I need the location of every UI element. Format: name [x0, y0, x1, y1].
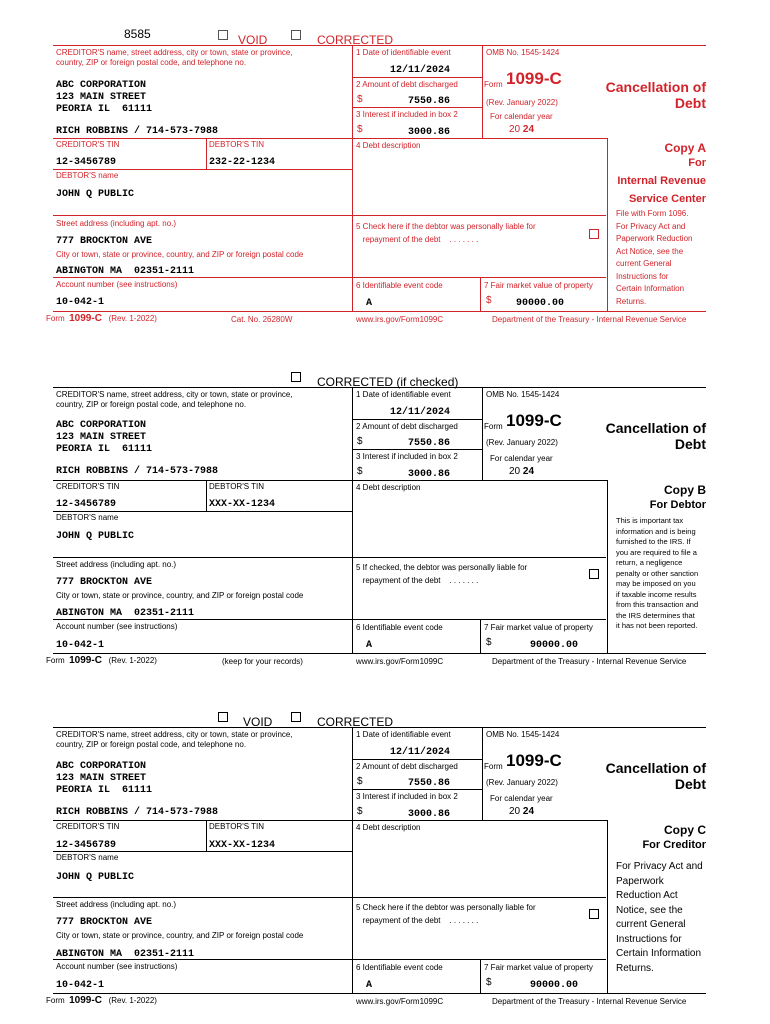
debt-amount: 7550.86: [408, 96, 451, 107]
creditor-city: PEORIA IL 61111: [56, 444, 153, 455]
creditor-contact: RICH ROBBINS / 714-573-7988: [56, 466, 219, 477]
debt-amount: 7550.86: [408, 778, 451, 789]
creditor-tin: 12-3456789: [56, 499, 117, 510]
interest-amount: 3000.86: [408, 809, 451, 820]
irs-url[interactable]: www.irs.gov/Form1099C: [356, 657, 444, 666]
box6-label: 6 Identifiable event code: [356, 963, 443, 972]
dollar-sign: $: [486, 637, 492, 648]
department-text: Department of the Treasury - Internal Revenue Service: [492, 997, 687, 1006]
box1-label: 1 Date of identifiable event: [356, 730, 451, 739]
copy-label: Copy B: [664, 483, 706, 497]
debtor-tin: XXX-XX-1234: [209, 499, 276, 510]
creditor-tin-label: CREDITOR'S TIN: [56, 482, 120, 491]
box7-label: 7 Fair market value of property: [484, 623, 593, 632]
dollar-sign: $: [357, 776, 363, 787]
creditor-tin-label: CREDITOR'S TIN: [56, 140, 120, 149]
irs-url[interactable]: www.irs.gov/Form1099C: [356, 997, 444, 1006]
box4-label: 4 Debt description: [356, 483, 421, 492]
box7-label: 7 Fair market value of property: [484, 963, 593, 972]
form-word: Form: [484, 422, 503, 431]
cal-year-label: For calendar year: [490, 112, 553, 121]
box2-label: 2 Amount of debt discharged: [356, 762, 458, 771]
event-code: A: [366, 640, 373, 651]
form-word: Form: [484, 80, 503, 89]
form-footer: Form 1099-C (Rev. 1-2022): [46, 655, 157, 666]
void-label: VOID: [243, 715, 273, 729]
debt-amount: 7550.86: [408, 438, 451, 449]
box2-label: 2 Amount of debt discharged: [356, 422, 458, 431]
irs-url[interactable]: www.irs.gov/Form1099C: [356, 315, 444, 324]
form-footer: Form 1099-C (Rev. 1-2022): [46, 995, 157, 1006]
creditor-city: PEORIA IL 61111: [56, 104, 153, 115]
account-label: Account number (see instructions): [56, 622, 178, 631]
form-title: Cancellation of Debt: [605, 79, 706, 111]
form-name: 1099-C: [506, 69, 562, 88]
debtor-street: 777 BROCKTON AVE: [56, 577, 153, 588]
tax-year: 20 24: [509, 124, 535, 135]
creditor-name: ABC CORPORATION: [56, 80, 147, 91]
street-label: Street address (including apt. no.): [56, 219, 177, 228]
keep-records: (keep for your records): [222, 657, 303, 666]
creditor-info-label: CREDITOR'S name, street address, city or town, state or province, country, ZIP or foreign postal code, and telephone no.: [56, 390, 293, 409]
box5-label: 5 Check here if the debtor was personally liable for repayment of the debt . . . . . . .: [356, 222, 536, 244]
creditor-contact: RICH ROBBINS / 714-573-7988: [56, 126, 219, 137]
void-label: VOID: [238, 33, 268, 47]
event-date: 12/11/2024: [390, 65, 451, 76]
creditor-info-label: CREDITOR'S name, street address, city or town, state or province, country, ZIP or foreign postal code, and telephone no.: [56, 730, 293, 749]
box7-label: 7 Fair market value of property: [484, 281, 593, 290]
dollar-sign: $: [357, 94, 363, 105]
creditor-street: 123 MAIN STREET: [56, 432, 147, 443]
box2-label: 2 Amount of debt discharged: [356, 80, 458, 89]
debtor-street: 777 BROCKTON AVE: [56, 917, 153, 928]
creditor-tin: 12-3456789: [56, 157, 117, 168]
interest-amount: 3000.86: [408, 127, 451, 138]
debtor-name: JOHN Q PUBLIC: [56, 189, 135, 200]
copy-recipient: For Debtor: [649, 499, 706, 511]
form-title: Cancellation of Debt: [605, 420, 706, 452]
corrected-label: CORRECTED: [317, 33, 394, 47]
form-code: 8585: [124, 27, 151, 41]
side-notes: File with Form 1096. For Privacy Act and Paperwork Reduction Act Notice, see the current General Instructions for Certain Information Returns.: [616, 209, 693, 306]
fmv-value: 90000.00: [530, 640, 579, 651]
side-notes: This is important tax information and is being furnished to the IRS. If you are required to file a return, a negligence penalty or other sanction may be imposed on you if taxable income results from this transaction and the IRS determines that it has not been reported.: [616, 516, 699, 630]
box3-label: 3 Interest if included in box 2: [356, 792, 458, 801]
dollar-sign: $: [357, 436, 363, 447]
corrected-label: CORRECTED: [317, 715, 394, 729]
cal-year-label: For calendar year: [490, 454, 553, 463]
city-label: City or town, state or province, country, and ZIP or foreign postal code: [56, 591, 304, 600]
form-name: 1099-C: [506, 751, 562, 770]
copy-b-form: [0, 342, 770, 672]
corrected-label: CORRECTED (if checked): [317, 375, 459, 389]
debtor-tin: 232-22-1234: [209, 157, 276, 168]
dollar-sign: $: [486, 295, 492, 306]
form-word: Form: [484, 762, 503, 771]
fmv-value: 90000.00: [516, 298, 565, 309]
account-label: Account number (see instructions): [56, 280, 178, 289]
rev-date: (Rev. January 2022): [486, 778, 558, 787]
creditor-city: PEORIA IL 61111: [56, 785, 153, 796]
copy-a-form: [0, 0, 770, 330]
box6-label: 6 Identifiable event code: [356, 281, 443, 290]
copy-c-form: [0, 682, 770, 1012]
dollar-sign: $: [486, 977, 492, 988]
box5-checkbox[interactable]: [589, 909, 599, 919]
side-notes: For Privacy Act and Paperwork Reduction Act Notice, see the current General Instructions for Certain Information Returns.: [616, 861, 703, 974]
fmv-value: 90000.00: [530, 980, 579, 991]
omb-number: OMB No. 1545-1424: [486, 390, 560, 399]
dollar-sign: $: [357, 466, 363, 477]
form-name: 1099-C: [506, 411, 562, 430]
form-footer: Form 1099-C (Rev. 1-2022): [46, 313, 157, 324]
debtor-name-label: DEBTOR'S name: [56, 171, 119, 180]
dollar-sign: $: [357, 806, 363, 817]
debtor-tin-label: DEBTOR'S TIN: [209, 482, 265, 491]
debtor-name-label: DEBTOR'S name: [56, 853, 119, 862]
event-date: 12/11/2024: [390, 747, 451, 758]
department-text: Department of the Treasury - Internal Revenue Service: [492, 657, 687, 666]
box4-label: 4 Debt description: [356, 823, 421, 832]
creditor-name: ABC CORPORATION: [56, 761, 147, 772]
copy-label: Copy A: [664, 141, 706, 155]
box5-label: 5 Check here if the debtor was personally liable for repayment of the debt . . . . . . .: [356, 903, 536, 925]
rev-date: (Rev. January 2022): [486, 438, 558, 447]
omb-number: OMB No. 1545-1424: [486, 48, 560, 57]
copy-recipient: For Creditor: [642, 839, 706, 851]
account-number: 10-042-1: [56, 297, 105, 308]
box4-label: 4 Debt description: [356, 141, 421, 150]
creditor-tin-label: CREDITOR'S TIN: [56, 822, 120, 831]
copy-recipient: For Internal Revenue Service Center: [617, 157, 706, 205]
debtor-city: ABINGTON MA 02351-2111: [56, 949, 195, 960]
creditor-street: 123 MAIN STREET: [56, 92, 147, 103]
city-label: City or town, state or province, country, and ZIP or foreign postal code: [56, 250, 304, 259]
account-number: 10-042-1: [56, 980, 105, 991]
form-title: Cancellation of Debt: [605, 760, 706, 792]
rev-date: (Rev. January 2022): [486, 98, 558, 107]
event-code: A: [366, 298, 373, 309]
debtor-name-label: DEBTOR'S name: [56, 513, 119, 522]
debtor-city: ABINGTON MA 02351-2111: [56, 266, 195, 277]
box1-label: 1 Date of identifiable event: [356, 48, 451, 57]
dollar-sign: $: [357, 124, 363, 135]
box5-label: 5 If checked, the debtor was personally liable for repayment of the debt . . . . . . .: [356, 563, 528, 585]
street-label: Street address (including apt. no.): [56, 560, 177, 569]
debtor-tin-label: DEBTOR'S TIN: [209, 140, 265, 149]
account-number: 10-042-1: [56, 640, 105, 651]
debtor-street: 777 BROCKTON AVE: [56, 236, 153, 247]
account-label: Account number (see instructions): [56, 962, 178, 971]
street-label: Street address (including apt. no.): [56, 900, 177, 909]
box5-checkbox[interactable]: [589, 229, 599, 239]
city-label: City or town, state or province, country, and ZIP or foreign postal code: [56, 931, 304, 940]
creditor-street: 123 MAIN STREET: [56, 773, 147, 784]
box5-checkbox[interactable]: [589, 569, 599, 579]
cal-year-label: For calendar year: [490, 794, 553, 803]
cat-number: Cat. No. 26280W: [231, 315, 293, 324]
event-date: 12/11/2024: [390, 407, 451, 418]
box1-label: 1 Date of identifiable event: [356, 390, 451, 399]
tax-year: 20 24: [509, 806, 535, 817]
debtor-name: JOHN Q PUBLIC: [56, 531, 135, 542]
event-code: A: [366, 980, 373, 991]
copy-label: Copy C: [664, 823, 706, 837]
omb-number: OMB No. 1545-1424: [486, 730, 560, 739]
creditor-tin: 12-3456789: [56, 840, 117, 851]
interest-amount: 3000.86: [408, 469, 451, 480]
department-text: Department of the Treasury - Internal Revenue Service: [492, 315, 687, 324]
box3-label: 3 Interest if included in box 2: [356, 452, 458, 461]
debtor-tin-label: DEBTOR'S TIN: [209, 822, 265, 831]
tax-year: 20 24: [509, 466, 535, 477]
box3-label: 3 Interest if included in box 2: [356, 110, 458, 119]
creditor-name: ABC CORPORATION: [56, 420, 147, 431]
debtor-city: ABINGTON MA 02351-2111: [56, 608, 195, 619]
debtor-tin: XXX-XX-1234: [209, 840, 276, 851]
creditor-info-label: CREDITOR'S name, street address, city or town, state or province, country, ZIP or foreign postal code, and telephone no.: [56, 48, 293, 67]
debtor-name: JOHN Q PUBLIC: [56, 872, 135, 883]
creditor-contact: RICH ROBBINS / 714-573-7988: [56, 807, 219, 818]
box6-label: 6 Identifiable event code: [356, 623, 443, 632]
